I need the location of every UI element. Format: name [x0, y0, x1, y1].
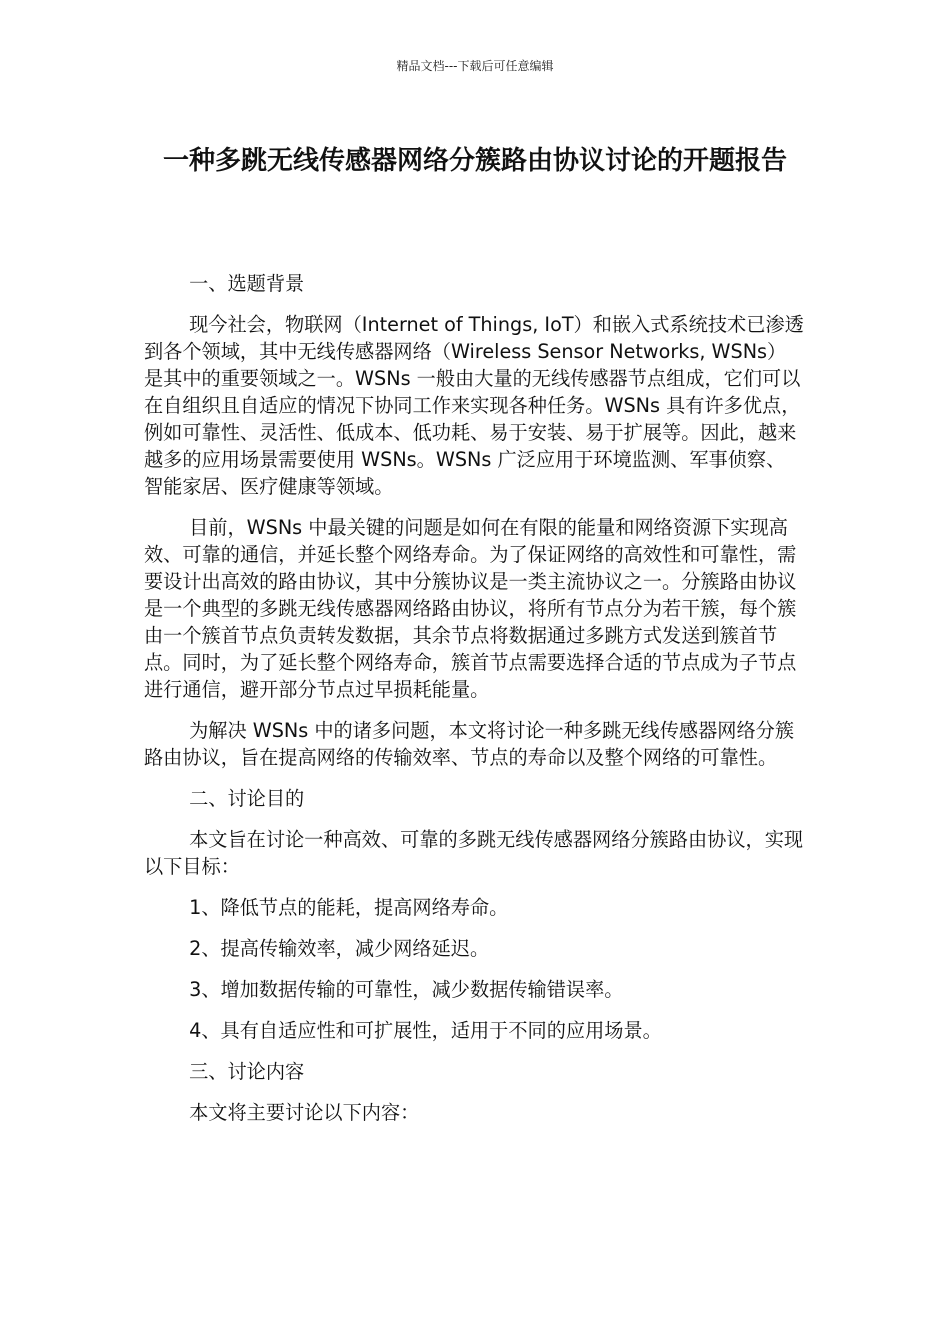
paragraph-background-2: 目前，WSNs 中最关键的问题是如何在有限的能量和网络资源下实现高效、可靠的通信，并延长整个网络寿命。为了保证网络的高效性和可靠性，需要设计出高效的路由协议，其中分簇协议是一类主流协议之一。分簇路由协议是一个典型的多跳无线传感器网络路由协议，将所有节点分为若干簇，每个簇由一个簇首节点负责转发数据，其余节点将数据通过多跳方式发送到簇首节点。同时，为了延长整个网络寿命，簇首节点需要选择合适的节点成为子节点进行通信，避开部分节点过早损耗能量。	[144, 516, 797, 701]
list-item: 4、具有自适应性和可扩展性，适用于不同的应用场景。	[189, 1019, 662, 1042]
list-item: 3、增加数据传输的可靠性，减少数据传输错误率。	[189, 978, 624, 1001]
section-heading-purpose: 二、讨论目的	[189, 787, 305, 810]
document-title: 一种多跳无线传感器网络分簇路由协议讨论的开题报告	[162, 146, 787, 176]
paragraph-purpose-intro: 本文旨在讨论一种高效、可靠的多跳无线传感器网络分簇路由协议，实现以下目标：	[144, 828, 804, 878]
paragraph-background-3: 为解决 WSNs 中的诸多问题，本文将讨论一种多跳无线传感器网络分簇路由协议，旨在提高网络的传输效率、节点的寿命以及整个网络的可靠性。	[144, 719, 795, 769]
paragraph-content-intro: 本文将主要讨论以下内容：	[189, 1101, 420, 1124]
list-item: 1、降低节点的能耗，提高网络寿命。	[189, 896, 509, 919]
section-heading-background: 一、选题背景	[189, 272, 305, 295]
section-heading-content: 三、讨论内容	[189, 1060, 305, 1083]
document-body	[144, 270, 804, 1140]
header-note: 精品文档---下载后可任意编辑	[396, 59, 554, 73]
paragraph-background-1: 现今社会，物联网（Internet of Things, IoT）和嵌入式系统技术已渗透到各个领域，其中无线传感器网络（Wireless Sensor Networks, WSNs）是其中的重要领域之一。WSNs 一般由大量的无线传感器节点组成，它们可以在自组织且自适应的情况下协同工作来实现各种任务。WSNs 具有许多优点，例如可靠性、灵活性、低成本、低功耗、易于安装、易于扩展等。因此，越来越多的应用场景需要使用 WSNs。WSNs 广泛应用于环境监测、军事侦察、智能家居、医疗健康等领域。	[144, 313, 804, 498]
list-item: 2、提高传输效率，减少网络延迟。	[189, 937, 490, 960]
